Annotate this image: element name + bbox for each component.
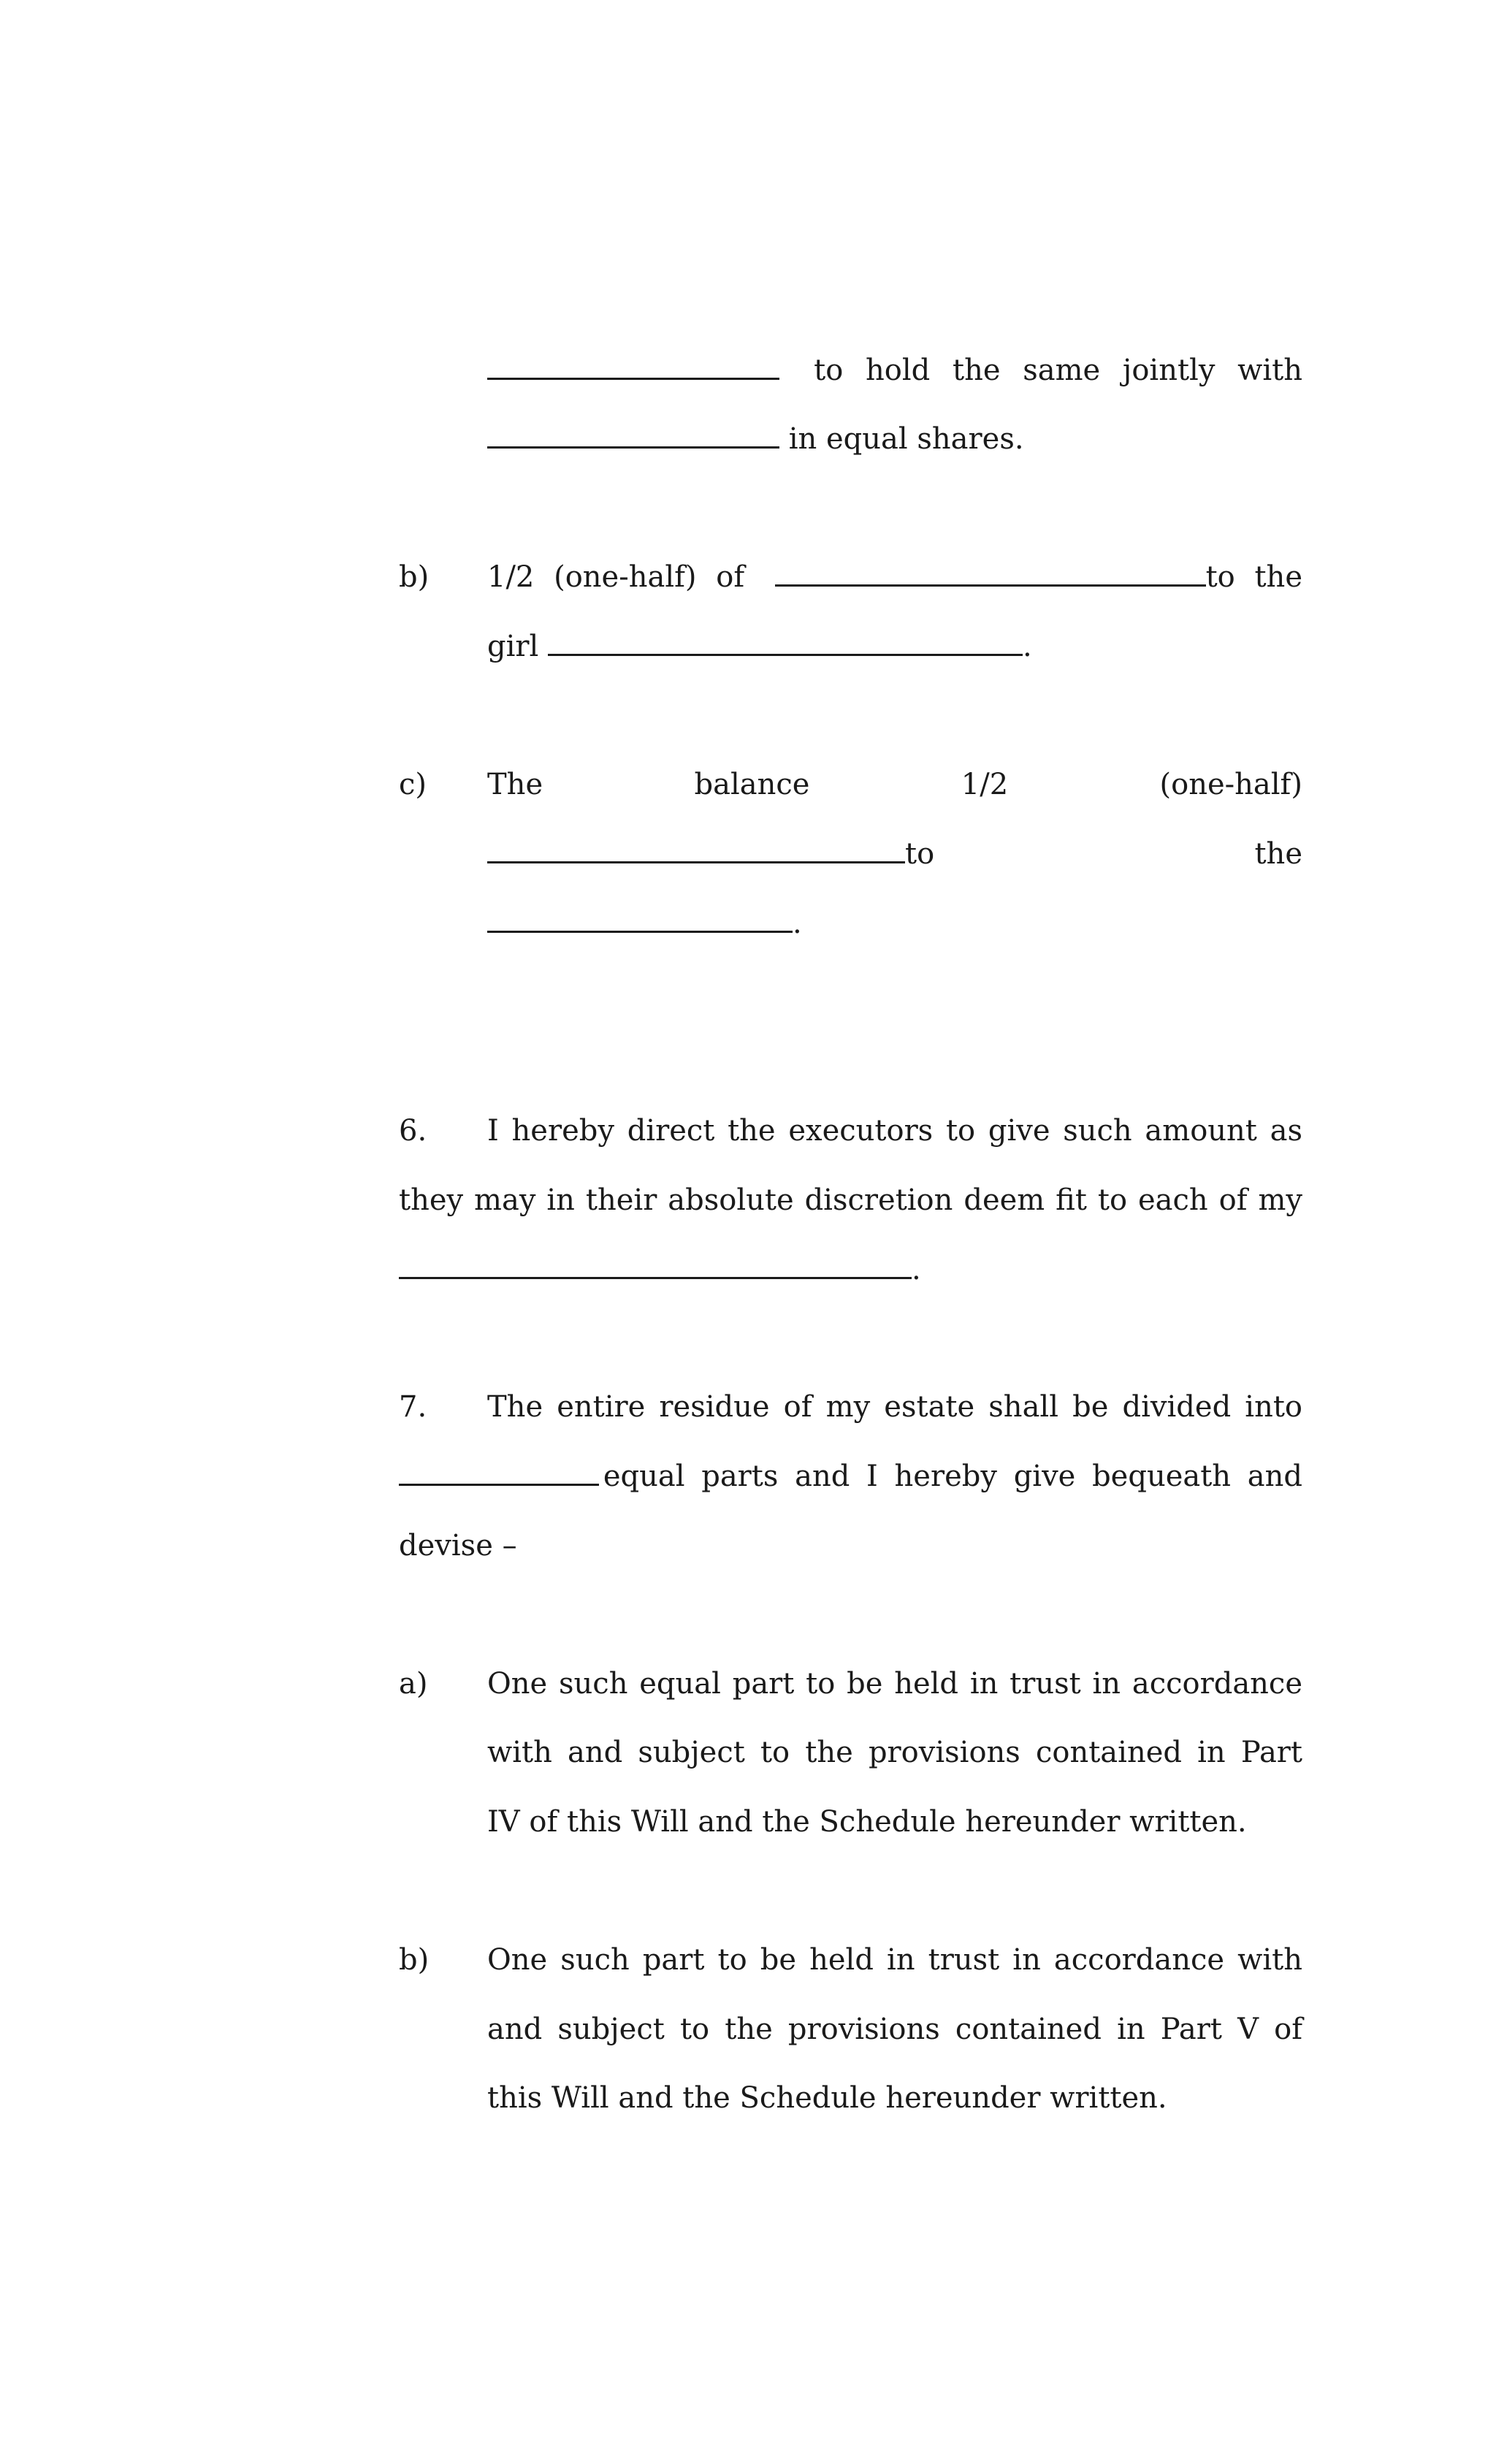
clause-word: The: [487, 768, 543, 801]
clause-7a-line-1: [487, 1662, 1302, 1706]
clause-text: 1/2 (one-half) of: [487, 560, 745, 594]
clause-6-line-2: [399, 1178, 1302, 1222]
clause-text: to the: [1205, 560, 1302, 594]
clause-text: .: [912, 1253, 921, 1286]
blank-field: [399, 1456, 599, 1486]
clause-6-number: 6.: [399, 1114, 427, 1148]
clause-5b-marker: b): [399, 560, 430, 594]
clause-text: this Will and the Schedule hereunder written.: [487, 2081, 1167, 2115]
clause-5b-line-1: [487, 555, 1302, 599]
clause-5c-line-2: [487, 832, 1302, 876]
clause-7b-line-3: [487, 2076, 1167, 2120]
clause-text: they may in their absolute discretion deem fit to each of my: [399, 1183, 1302, 1217]
clause-5c-line-1: [487, 763, 1302, 806]
clause-7b-marker: b): [399, 1943, 430, 1977]
clause-word: 1/2: [961, 768, 1009, 801]
clause-text: .: [1023, 630, 1032, 663]
clause-7a-line-3: [487, 1800, 1247, 1844]
clause-text-group: [487, 832, 934, 876]
blank-field: [775, 557, 1206, 587]
clause-5b-line-2: [487, 625, 1032, 668]
clause-7b-line-1: [487, 1938, 1302, 1982]
clause-text: and subject to the provisions contained in Part V of: [487, 2013, 1302, 2046]
clause-text-group: [775, 555, 1302, 599]
clause-7-line-1: [487, 1385, 1302, 1429]
clause-text: to: [905, 837, 935, 871]
clause-text: The entire residue of my estate shall be divided into: [487, 1390, 1302, 1424]
clause-text: IV of this Will and the Schedule hereunder written.: [487, 1805, 1247, 1839]
blank-field: [487, 903, 793, 933]
clause-text: devise –: [399, 1529, 517, 1563]
blank-field: [487, 419, 779, 449]
clause-text: the: [1254, 837, 1302, 871]
clause-6-line-3: [399, 1248, 921, 1292]
blank-field: [399, 1249, 912, 1279]
clause-text: with and subject to the provisions contained in Part: [487, 1736, 1302, 1769]
clause-text: One such equal part to be held in trust in accordance: [487, 1667, 1302, 1701]
clause-5c-marker: c): [399, 768, 427, 801]
blank-field: [548, 626, 1023, 656]
clause-7-number: 7.: [399, 1390, 427, 1424]
clause-7b-line-2: [487, 2007, 1302, 2051]
clause-5a-line-1: [487, 348, 1302, 392]
clause-word: balance: [694, 768, 810, 801]
clause-5c-line-3: [487, 901, 802, 945]
clause-text: equal parts and I hereby give bequeath and: [603, 1460, 1302, 1493]
clause-text: .: [793, 907, 802, 940]
clause-text: to hold the same jointly with: [814, 354, 1302, 387]
clause-7-line-2: [399, 1454, 1302, 1498]
clause-5a-line-2: [487, 417, 1024, 461]
clause-text: One such part to be held in trust in accordance with: [487, 1943, 1302, 1977]
clause-7a-marker: a): [399, 1667, 428, 1701]
clause-text: I hereby direct the executors to give such amount as: [487, 1114, 1302, 1148]
clause-6-line-1: [487, 1109, 1302, 1153]
blank-field: [487, 834, 905, 863]
clause-text: in equal shares.: [788, 422, 1024, 456]
clause-word: (one-half): [1159, 768, 1302, 801]
blank-field: [487, 350, 779, 380]
clause-7-line-3: [399, 1524, 517, 1568]
clause-text: girl: [487, 630, 539, 663]
clause-7a-line-2: [487, 1731, 1302, 1774]
